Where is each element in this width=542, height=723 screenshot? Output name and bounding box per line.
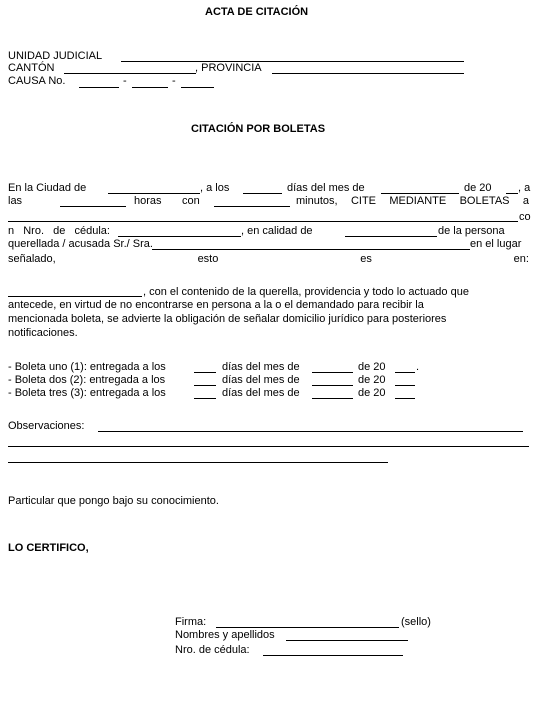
body-line-1-text-e: , a bbox=[518, 182, 531, 194]
boleta-3-anio-field[interactable] bbox=[395, 398, 415, 399]
nombres-field[interactable] bbox=[286, 640, 408, 641]
certifico-text: LO CERTIFICO, bbox=[8, 542, 89, 554]
boleta-3-dia-field[interactable] bbox=[194, 398, 216, 399]
body-line-4-text-f: de la persona bbox=[438, 225, 505, 237]
body-line-2-text-f: MEDIANTE bbox=[389, 195, 447, 207]
body-line-2-text-a: las bbox=[8, 195, 23, 207]
boleta-3-mid: días del mes de bbox=[222, 387, 300, 399]
causa-separator-2: - bbox=[172, 75, 176, 87]
boleta-1-dia-field[interactable] bbox=[194, 372, 216, 373]
body-line-2-text-b: horas bbox=[134, 195, 162, 207]
body-line-6-text-c: es bbox=[360, 253, 372, 265]
body-line-6-text-b: esto bbox=[197, 253, 219, 265]
provincia-label: , PROVINCIA bbox=[195, 62, 262, 74]
observaciones-label: Observaciones: bbox=[8, 420, 85, 432]
document-title: ACTA DE CITACIÓN bbox=[205, 6, 309, 18]
boleta-2-mes-field[interactable] bbox=[312, 385, 353, 386]
body-line-6-text-d: en: bbox=[513, 253, 529, 265]
observaciones-field-2[interactable] bbox=[8, 446, 529, 447]
body-line-10-text: notificaciones. bbox=[8, 327, 78, 339]
body-line-5-text-a: querellada / acusada Sr./ Sra. bbox=[8, 238, 153, 250]
body-line-4-head bbox=[8, 226, 110, 237]
causa-separator-1: - bbox=[123, 75, 127, 87]
boleta-2-dia-field[interactable] bbox=[194, 385, 216, 386]
boleta-3-end: de 20 bbox=[358, 387, 386, 399]
body-line-4-text-e: , en calidad de bbox=[241, 225, 313, 237]
body-line-2-text-e: CITE bbox=[350, 195, 376, 207]
sello-text: (sello) bbox=[401, 616, 431, 628]
dia-field[interactable] bbox=[243, 193, 282, 194]
cedula-field[interactable] bbox=[118, 236, 241, 237]
boleta-1-anio-field[interactable] bbox=[395, 372, 415, 373]
boleta-1-mes-field[interactable] bbox=[312, 372, 353, 373]
body-line-2-tail bbox=[296, 196, 529, 207]
unidad-judicial-label: UNIDAD JUDICIAL bbox=[8, 50, 103, 62]
boleta-3-mes-field[interactable] bbox=[312, 398, 353, 399]
cedula-firma-label: Nro. de cédula: bbox=[175, 644, 250, 656]
citado-name-field[interactable] bbox=[8, 221, 518, 222]
unidad-judicial-field[interactable] bbox=[121, 61, 464, 62]
boleta-2-end: de 20 bbox=[358, 374, 386, 386]
provincia-field[interactable] bbox=[272, 73, 464, 74]
lugar-field[interactable] bbox=[8, 296, 142, 297]
body-line-2-text-c: con bbox=[182, 195, 200, 207]
boleta-2-anio-field[interactable] bbox=[395, 385, 415, 386]
particular-text: Particular que pongo bajo su conocimiento. bbox=[8, 495, 219, 507]
body-line-2-text-h: a bbox=[522, 195, 529, 207]
boleta-2-mid: días del mes de bbox=[222, 374, 300, 386]
observaciones-field-1[interactable] bbox=[98, 431, 523, 432]
body-line-1-text-c: días del mes de bbox=[287, 182, 365, 194]
body-line-6 bbox=[8, 254, 529, 265]
ciudad-field[interactable] bbox=[108, 193, 200, 194]
boleta-2-label: - Boleta dos (2): entregada a los bbox=[8, 374, 166, 386]
boleta-1-label: - Boleta uno (1): entregada a los bbox=[8, 361, 166, 373]
body-line-4-text-d: cédula: bbox=[74, 225, 110, 237]
causa-field-2[interactable] bbox=[132, 87, 168, 88]
boleta-3-label: - Boleta tres (3): entregada a los bbox=[8, 387, 166, 399]
body-line-1-text-b: , a los bbox=[200, 182, 230, 194]
anio-field[interactable] bbox=[506, 193, 518, 194]
boleta-1-trail: . bbox=[416, 361, 420, 373]
firma-label: Firma: bbox=[175, 616, 207, 628]
body-line-5-text-b: en el lugar bbox=[470, 238, 522, 250]
boleta-1-end: de 20 bbox=[358, 361, 386, 373]
canton-label: CANTÓN bbox=[8, 62, 55, 74]
nombres-label: Nombres y apellidos bbox=[175, 629, 275, 641]
boleta-1-mid: días del mes de bbox=[222, 361, 300, 373]
body-line-7-text: , con el contenido de la querella, providencia y todo lo actuado que bbox=[143, 286, 469, 298]
body-line-6-text-a: señalado, bbox=[8, 253, 56, 265]
body-line-4-text-c: de bbox=[53, 225, 66, 237]
body-line-2-text-d: minutos, bbox=[296, 195, 338, 207]
body-line-4-text-a: n bbox=[8, 225, 15, 237]
body-line-9-text: mencionada boleta, se advierte la obligación de señalar domicilio jurídico para posteriores bbox=[8, 313, 447, 325]
section-subtitle: CITACIÓN POR BOLETAS bbox=[191, 123, 326, 135]
observaciones-field-3[interactable] bbox=[8, 462, 388, 463]
body-line-1-text-d: de 20 bbox=[464, 182, 492, 194]
body-line-1-text-a: En la Ciudad de bbox=[8, 182, 87, 194]
body-line-4-text-b: Nro. bbox=[23, 225, 45, 237]
body-line-2-text-g: BOLETAS bbox=[459, 195, 510, 207]
mes-field[interactable] bbox=[381, 193, 459, 194]
firma-field[interactable] bbox=[216, 627, 399, 628]
minutos-field[interactable] bbox=[214, 206, 290, 207]
causa-field-3[interactable] bbox=[181, 87, 214, 88]
body-line-8-text: antecede, en virtud de no encontrarse en persona a la o el demandado para recibir la bbox=[8, 299, 424, 311]
querellado-name-field[interactable] bbox=[152, 249, 470, 250]
horas-field[interactable] bbox=[60, 206, 126, 207]
causa-label: CAUSA No. bbox=[8, 75, 66, 87]
calidad-field[interactable] bbox=[345, 236, 437, 237]
causa-field-1[interactable] bbox=[79, 87, 119, 88]
canton-field[interactable] bbox=[64, 73, 196, 74]
cedula-firma-field[interactable] bbox=[263, 655, 403, 656]
body-line-3-text-end: co bbox=[519, 211, 531, 223]
